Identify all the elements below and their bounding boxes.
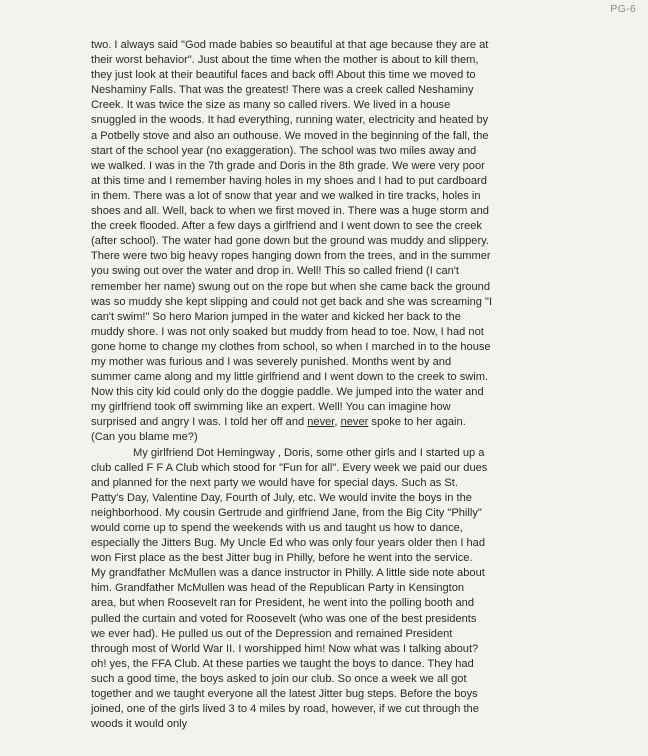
text-line: together and we taught everyone all the latest Jitter bug steps. Before the boys xyxy=(91,688,478,701)
text-line: two. I always said "God made babies so beautiful at that age because they are at xyxy=(91,39,489,51)
text-line: Neshaminy Falls. That was the greatest! There was a creek called Neshaminy xyxy=(91,84,474,97)
text-line: oh! yes, the FFA Club. At these parties we taught the boys to dance. They had xyxy=(91,657,474,670)
text-line: snuggled in the woods. It had everything, running water, electricity and heated by xyxy=(91,114,489,127)
paragraph-start: My girlfriend Dot Hemingway , Doris, some other girls and I started up a xyxy=(133,446,485,459)
text-line: woods it would only xyxy=(91,718,188,731)
text-line: their worst behavior". Just about the time when the mother is about to kill them, xyxy=(91,54,479,67)
text-line: joined, one of the girls lived 3 to 4 miles by road, however, if we cut through the xyxy=(91,703,479,716)
page-number: PG-6 xyxy=(610,3,636,15)
text-line: Creek. It was twice the size as many so called rivers. We lived in a house xyxy=(91,99,451,112)
text-line: in them. There was a lot of snow that year and we walked in tire tracks, holes in xyxy=(91,189,481,202)
underlined-word: never xyxy=(307,416,335,429)
text-line: muddy shore. I was not only soaked but muddy from head to toe. Now, I had not xyxy=(91,325,484,338)
text-line: was so muddy she kept slipping and could not get back and she was screaming "I xyxy=(91,295,493,308)
text-line: my girlfriend took off swimming like an expert. Well! You can imagine how xyxy=(91,401,451,414)
text-line: especially the Jitters Bug. My Uncle Ed who was only four years older then I had xyxy=(91,537,486,550)
text-segment: spoke to her again. xyxy=(368,416,466,429)
text-line-underlined: surprised and angry I was. I told her off and never, never spoke to her again. xyxy=(91,416,466,429)
text-line: gone home to change my clothes from school, so when I marched in to the house xyxy=(91,340,491,353)
text-line: start of the school year (no exaggeration). The school was two miles away and xyxy=(91,144,477,157)
text-line: you swing out over the water and drop in. Well! This so called friend (I can't xyxy=(91,265,459,278)
text-line: a Potbelly stove and also an outhouse. We moved in the beginning of the fall, the xyxy=(91,129,489,142)
text-line: the creek flooded. After a few days a girlfriend and I went down to see the creek xyxy=(91,220,482,233)
body-text xyxy=(91,38,591,732)
text-line: area, but when Roosevelt ran for President, he went into the polling booth and xyxy=(91,597,474,610)
text-line: Now this city kid could only do the doggie paddle. We jumped into the water and xyxy=(91,386,484,399)
text-line: Patty's Day, Valentine Day, Fourth of July, etc. We would invite the boys in the xyxy=(91,491,472,504)
text-line: him. Grandfather McMullen was head of the Republican Party in Kensington xyxy=(91,582,465,595)
text-line: neighborhood. My cousin Gertrude and girlfriend Jane, from the Big City "Philly" xyxy=(91,506,482,519)
text-line: (after school). The water had gone down but the ground was muddy and slippery. xyxy=(91,235,489,248)
text-line: we ever had). He pulled us out of the Depression and remained President xyxy=(91,627,453,640)
text-line: can't swim!" So hero Marion jumped in the water and kicked her back to the xyxy=(91,310,461,323)
text-line: they just look at their beautiful faces and back off! About this time we moved to xyxy=(91,69,476,82)
text-line: would come up to spend the weekends with us and taught us how to dance, xyxy=(91,522,463,534)
text-segment: surprised and angry I was. I told her off and xyxy=(91,416,308,429)
text-line: pulled the curtain and voted for Roosevelt (who was one of the best presidents xyxy=(91,612,477,625)
text-line: at this time and I remember having holes in my shoes and I had to put cardboard xyxy=(91,174,487,187)
text-line: remember her name) swung out on the rope but when she came back the ground xyxy=(91,280,490,293)
text-line: My grandfather McMullen was a dance instructor in Philly. A little side note about xyxy=(91,567,485,580)
text-line: and planned for the next party we would have for special days. Such as St. xyxy=(91,476,458,489)
text-line: through most of World War II. I worshipped him! Now what was I talking about? xyxy=(91,642,479,655)
text-line: my mother was furious and I was severely punished. Months went by and xyxy=(91,355,452,368)
text-line: won First place as the best Jitter bug in Philly, before he went into the service. xyxy=(91,552,473,565)
text-line: club called F F A Club which stood for "Fun for all". Every week we paid our dues xyxy=(91,461,488,474)
text-line: There were two big heavy ropes hanging down from the trees, and in the summer xyxy=(91,250,491,263)
text-line: we walked. I was in the 7th grade and Doris in the 8th grade. We were very poor xyxy=(91,159,485,172)
underlined-word: never xyxy=(340,416,369,429)
text-line: summer came along and my little girlfriend and I went down to the creek to swim. xyxy=(91,371,489,384)
text-line: such a good time, the boys asked to join our club. So once a week we all got xyxy=(91,672,467,685)
text-line: (Can you blame me?) xyxy=(91,431,198,444)
text-line: shoes and all. Well, back to when we first moved in. There was a huge storm and xyxy=(91,205,489,218)
